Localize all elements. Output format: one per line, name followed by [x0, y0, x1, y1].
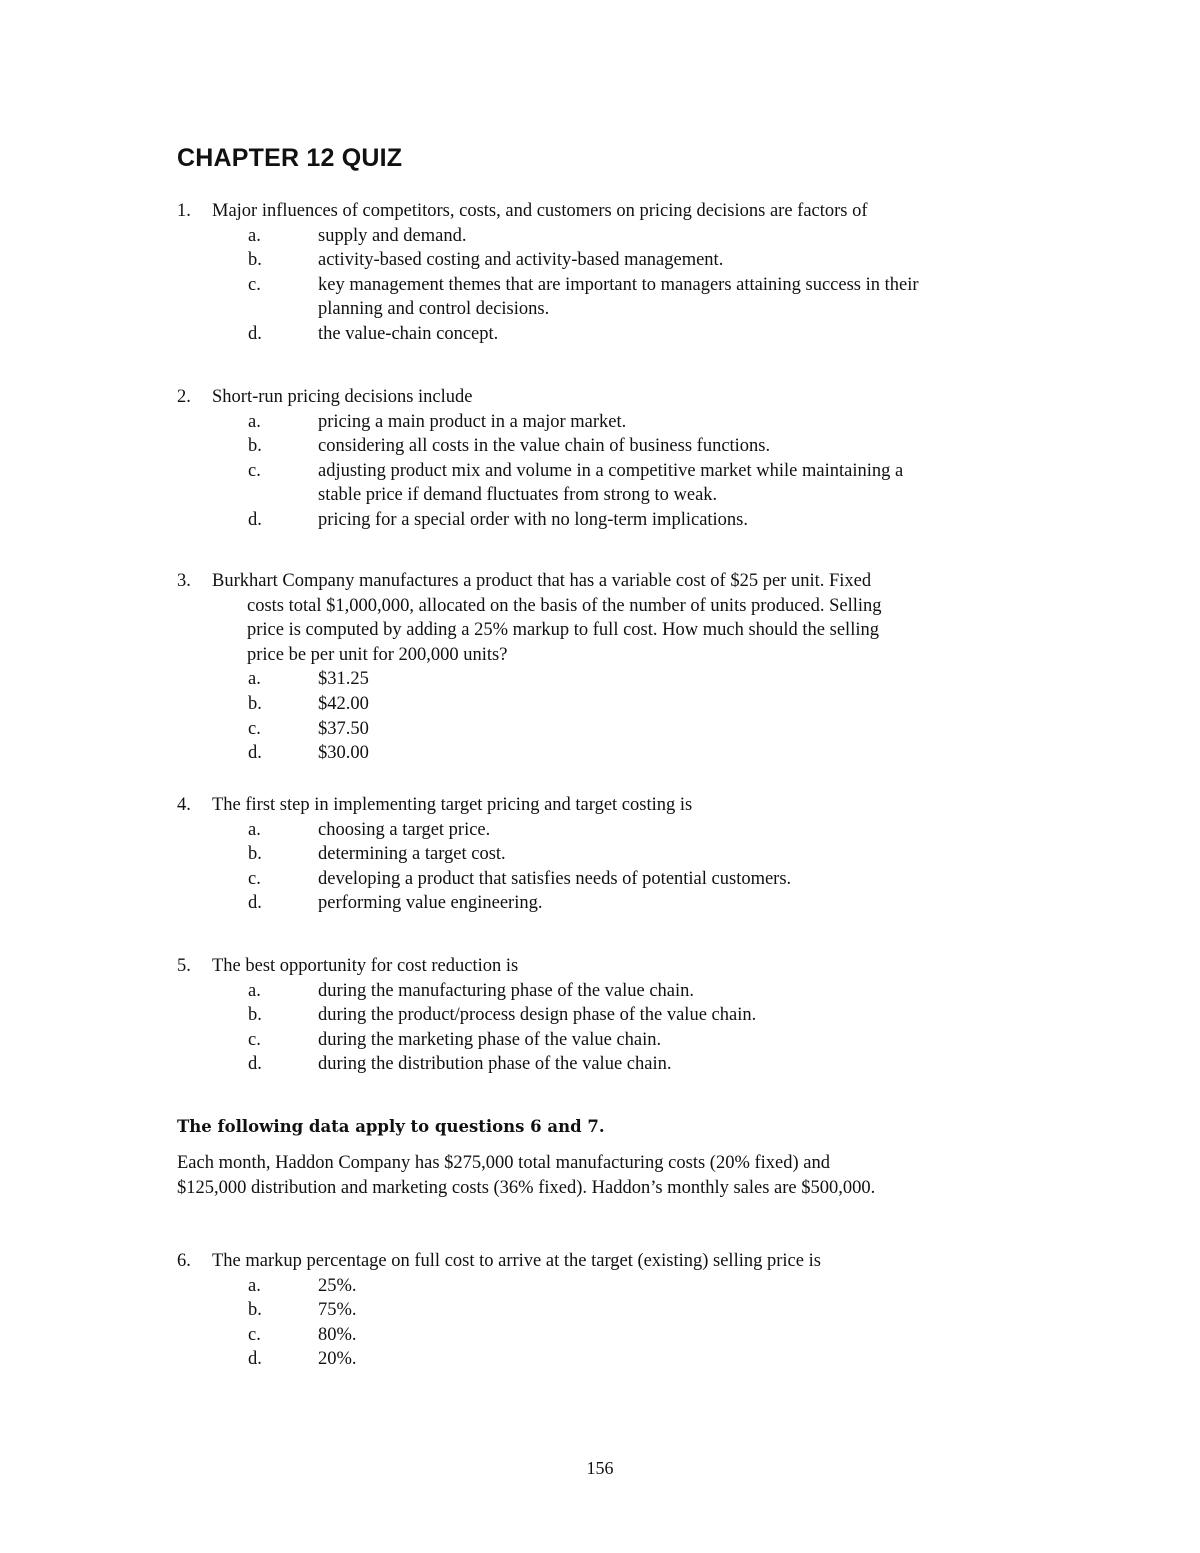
question-2 [177, 385, 1037, 533]
option-letter: c. [248, 1324, 261, 1345]
option-letter: a. [248, 669, 261, 690]
answer-option [177, 273, 1037, 322]
answer-option [177, 818, 1037, 843]
option-text: pricing for a special order with no long-term implications. [318, 509, 749, 530]
question-stem [177, 793, 1037, 818]
option-text: $31.25 [318, 669, 369, 690]
option-letter: c. [248, 868, 261, 889]
option-text: determining a target cost. [318, 844, 506, 865]
answer-option [177, 867, 1037, 892]
option-text: performing value engineering. [318, 893, 543, 914]
option-text: planning and control decisions. [318, 299, 550, 320]
option-text: $42.00 [318, 693, 369, 714]
question-stem-line: costs total $1,000,000, allocated on the basis of the number of units produced. Selling [247, 595, 882, 616]
option-letter: a. [248, 980, 261, 1001]
question-stem-line: price is computed by adding a 25% markup to full cost. How much should the selling [247, 620, 879, 641]
question-stem [177, 385, 1037, 410]
page-number: 156 [586, 1458, 614, 1478]
option-text: adjusting product mix and volume in a competitive market while maintaining a [318, 460, 904, 481]
option-text: developing a product that satisfies needs of potential customers. [318, 868, 792, 889]
option-letter: b. [248, 844, 262, 865]
question-number: 5. [177, 956, 191, 976]
answer-option [177, 1052, 1037, 1077]
option-text: during the marketing phase of the value chain. [318, 1029, 662, 1050]
option-letter: a. [248, 225, 261, 246]
answer-option [177, 248, 1037, 273]
question-number: 2. [177, 387, 191, 407]
option-letter: b. [248, 250, 262, 271]
option-text: supply and demand. [318, 225, 467, 246]
question-stem [177, 569, 1037, 667]
answer-option [177, 842, 1037, 867]
question-stem-line: price be per unit for 200,000 units? [247, 644, 508, 665]
option-letter: d. [248, 323, 262, 344]
option-letter: d. [248, 1349, 262, 1370]
option-text: during the product/process design phase of the value chain. [318, 1005, 757, 1026]
data-section-heading: The following data apply to questions 6 and 7. [177, 1117, 605, 1136]
question-stem-line: The first step in implementing target pricing and target costing is [212, 795, 693, 815]
option-text: choosing a target price. [318, 819, 491, 840]
question-stem-line: The best opportunity for cost reduction is [212, 956, 519, 976]
paragraph-line: $125,000 distribution and marketing costs (36% fixed). Haddon’s monthly sales are $500,000. [177, 1178, 876, 1198]
option-letter: c. [248, 274, 261, 295]
option-letter: a. [248, 411, 261, 432]
answer-option [177, 1003, 1037, 1028]
question-stem-line: Burkhart Company manufactures a product that has a variable cost of $25 per unit. Fixed [212, 571, 872, 591]
page-title: CHAPTER 12 QUIZ [177, 144, 403, 172]
question-stem [177, 199, 1037, 224]
data-section-paragraph [177, 1151, 1057, 1201]
option-letter: b. [248, 1300, 262, 1321]
option-text: considering all costs in the value chain of business functions. [318, 436, 771, 457]
option-text: key management themes that are important to managers attaining success in their [318, 274, 919, 295]
question-stem [177, 1249, 1037, 1274]
option-text: the value-chain concept. [318, 323, 499, 344]
question-number: 1. [177, 201, 191, 221]
option-text: 20%. [318, 1349, 357, 1370]
option-letter: d. [248, 743, 262, 764]
option-text: activity-based costing and activity-based management. [318, 250, 724, 271]
question-stem-line: Short-run pricing decisions include [212, 387, 473, 407]
question-6 [177, 1249, 1037, 1372]
answer-option [177, 667, 1037, 692]
option-text: pricing a main product in a major market. [318, 411, 627, 432]
answer-option [177, 1347, 1037, 1372]
option-letter: c. [248, 1029, 261, 1050]
question-1 [177, 199, 1037, 347]
answer-option [177, 891, 1037, 916]
question-number: 3. [177, 571, 191, 591]
option-text: during the distribution phase of the value chain. [318, 1054, 672, 1075]
answer-option [177, 1298, 1037, 1323]
option-letter: c. [248, 460, 261, 481]
question-5 [177, 954, 1037, 1077]
option-text: 25%. [318, 1275, 357, 1296]
question-stem [177, 954, 1037, 979]
question-4 [177, 793, 1037, 916]
answer-option [177, 410, 1037, 435]
question-number: 6. [177, 1251, 191, 1271]
question-stem-line: Major influences of competitors, costs, and customers on pricing decisions are factors of [212, 201, 868, 221]
answer-option [177, 692, 1037, 717]
option-letter: b. [248, 693, 262, 714]
question-stem-line: The markup percentage on full cost to arrive at the target (existing) selling price is [212, 1251, 821, 1271]
option-letter: d. [248, 1054, 262, 1075]
option-letter: b. [248, 436, 262, 457]
answer-option [177, 508, 1037, 533]
option-text: $30.00 [318, 743, 369, 764]
answer-option [177, 434, 1037, 459]
option-letter: a. [248, 819, 261, 840]
answer-option [177, 717, 1037, 742]
option-text: stable price if demand fluctuates from strong to weak. [318, 485, 718, 506]
answer-option [177, 1323, 1037, 1348]
option-letter: a. [248, 1275, 261, 1296]
option-text: during the manufacturing phase of the value chain. [318, 980, 695, 1001]
answer-option [177, 741, 1037, 766]
option-letter: d. [248, 509, 262, 530]
answer-option [177, 322, 1037, 347]
answer-option [177, 459, 1037, 508]
answer-option [177, 224, 1037, 249]
answer-option [177, 979, 1037, 1004]
option-letter: c. [248, 718, 261, 739]
question-number: 4. [177, 795, 191, 815]
option-text: 75%. [318, 1300, 357, 1321]
answer-option [177, 1028, 1037, 1053]
option-text: $37.50 [318, 718, 369, 739]
paragraph-line: Each month, Haddon Company has $275,000 total manufacturing costs (20% fixed) and [177, 1153, 831, 1173]
option-letter: b. [248, 1005, 262, 1026]
answer-option [177, 1274, 1037, 1299]
option-text: 80%. [318, 1324, 357, 1345]
question-3 [177, 569, 1037, 766]
option-letter: d. [248, 893, 262, 914]
